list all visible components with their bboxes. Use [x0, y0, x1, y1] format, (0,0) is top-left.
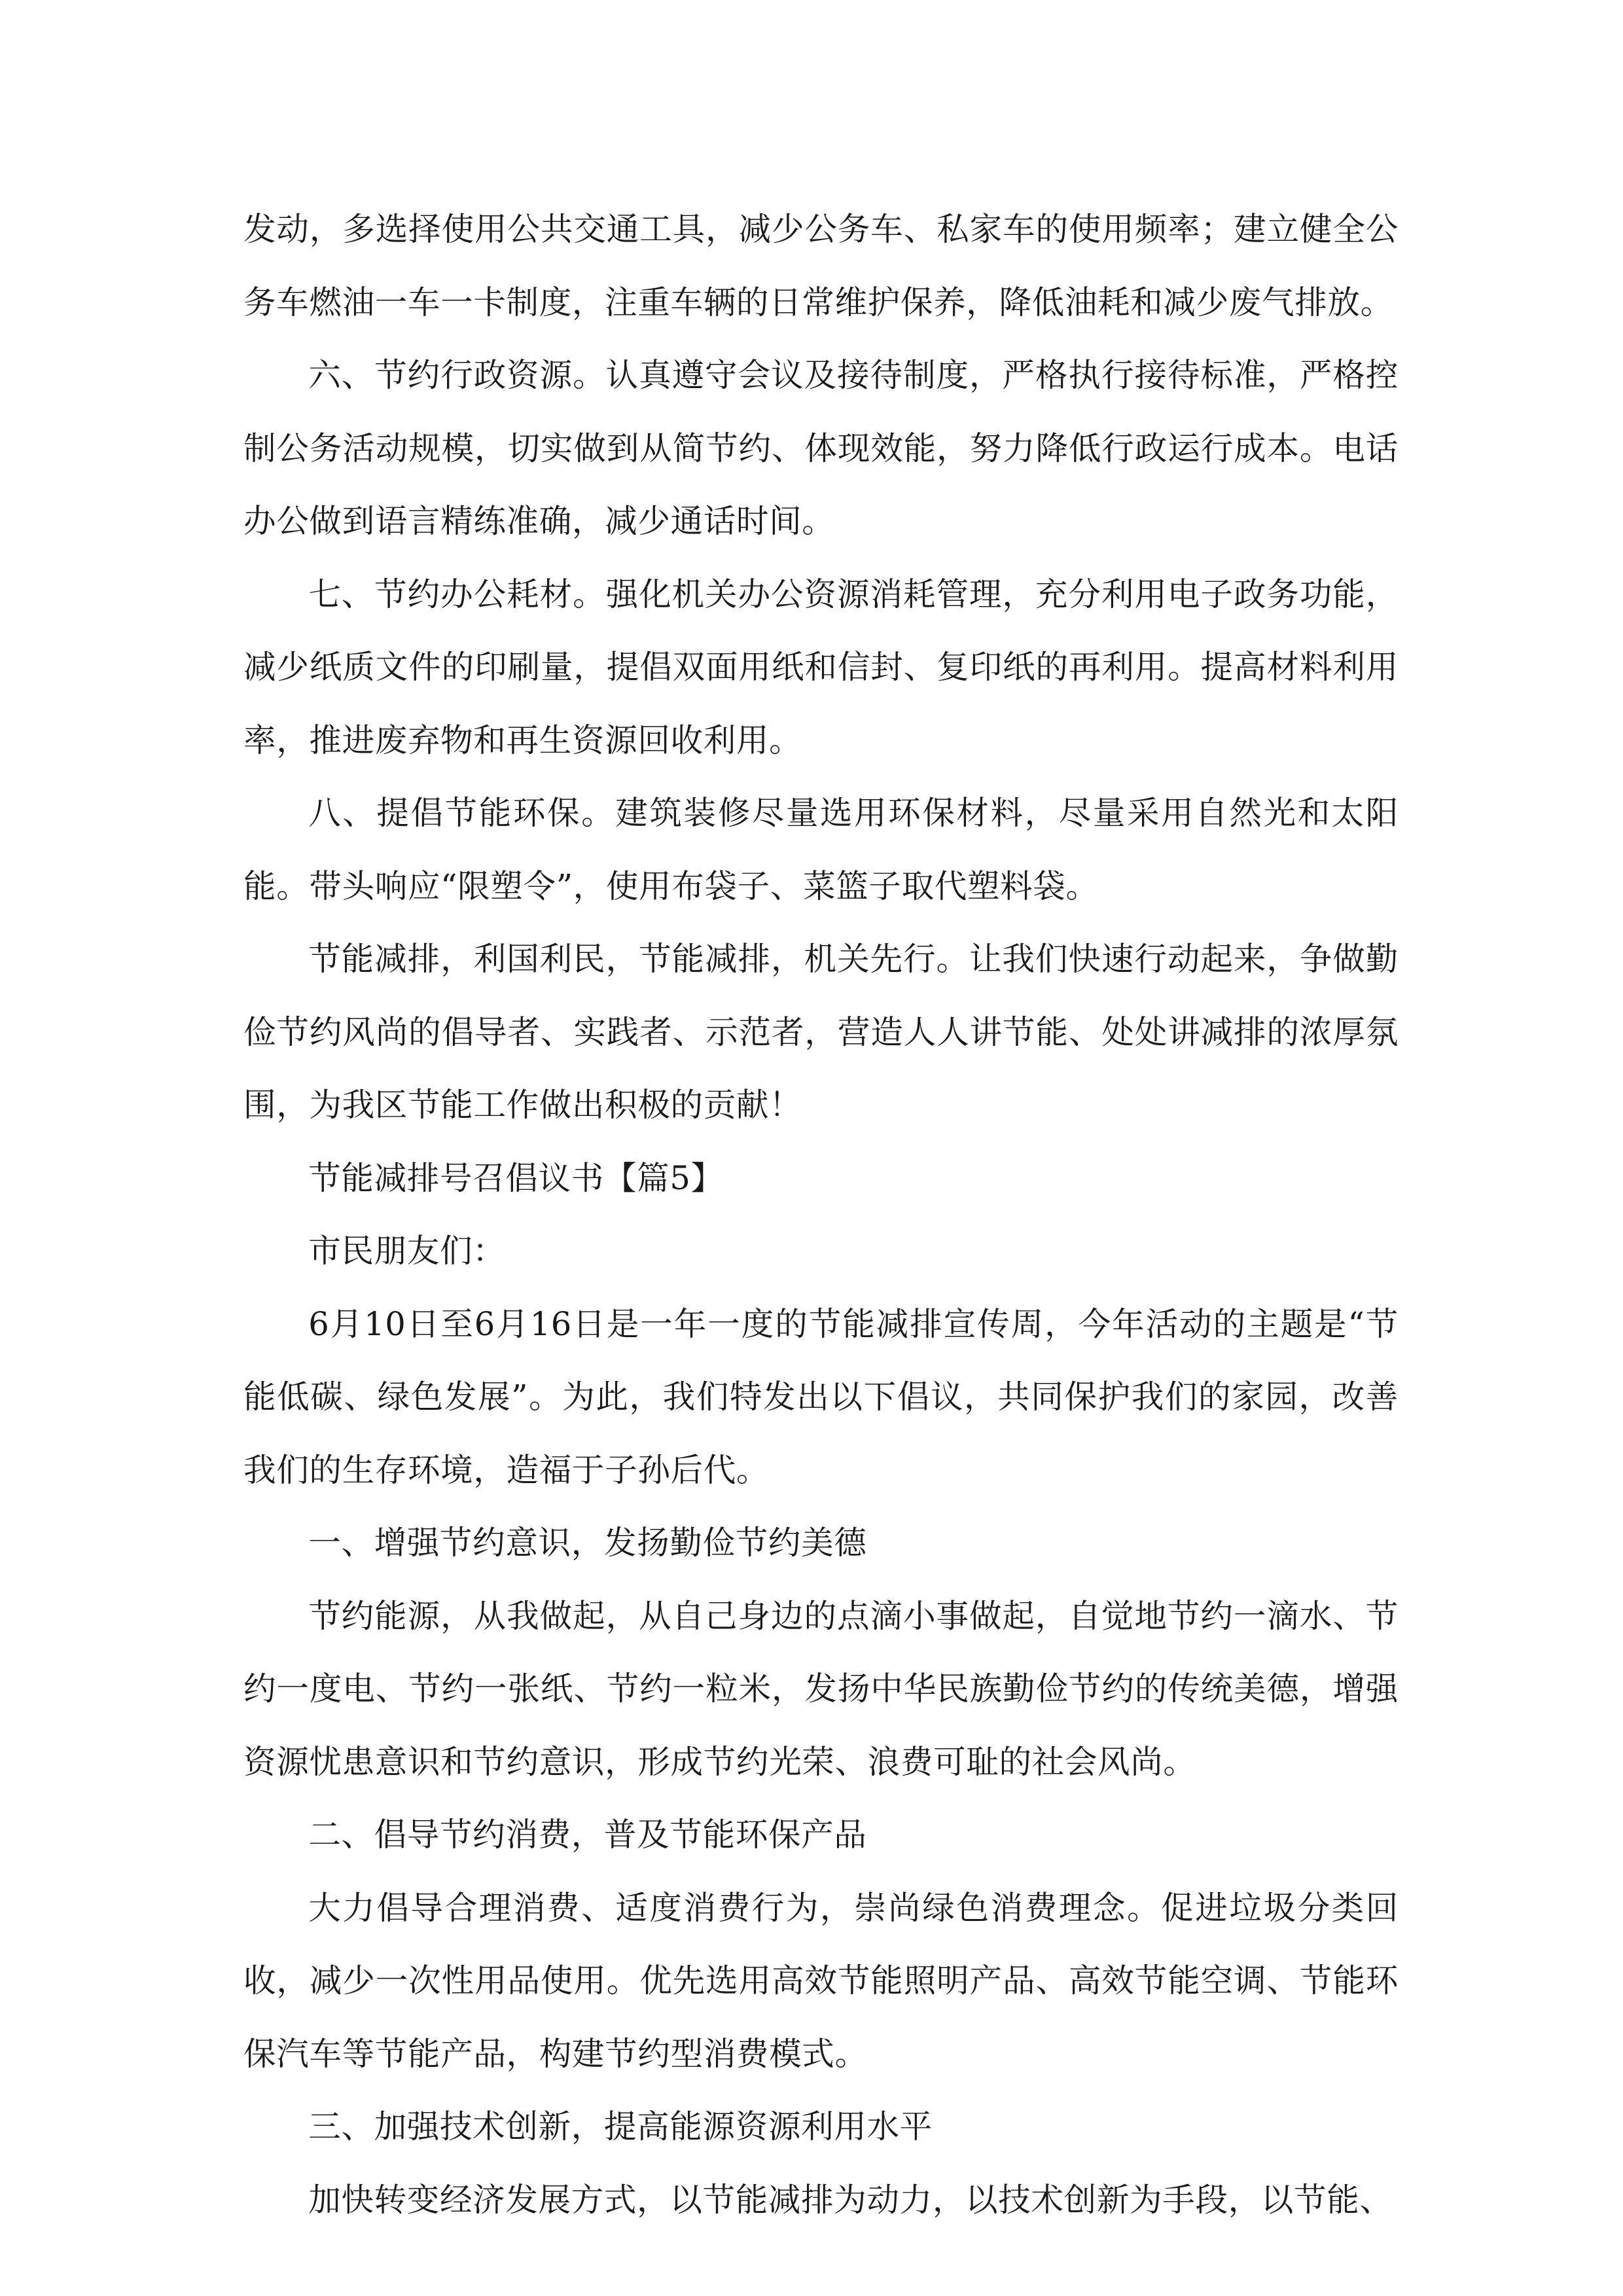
- paragraph-body-1: 节约能源，从我做起，从自己身边的点滴小事做起，自觉地节约一滴水、节约一度电、节约一张纸、节约一粒米，发扬中华民族勤俭节约的传统美德，增强资源忧患意识和节约意识，形成节约光荣、浪费可耻的社会风尚。: [243, 1596, 1399, 1781]
- paragraph-body-2: 大力倡导合理消费、适度消费行为，崇尚绿色消费理念。促进垃圾分类回收，减少一次性用品使用。优先选用高效节能照明产品、高效节能空调、节能环保汽车等节能产品，构建节约型消费模式。: [243, 1888, 1399, 2073]
- document-body: [243, 193, 1399, 2236]
- paragraph-item-6: 六、节约行政资源。认真遵守会议及接待制度，严格执行接待标准，严格控制公务活动规模，切实做到从简节约、体现效能，努力降低行政运行成本。电话办公做到语言精练准确，减少通话时间。: [243, 356, 1399, 540]
- paragraph-body-3: 加快转变经济发展方式，以节能减排为动力，以技术创新为手段，以节能、: [308, 2180, 1393, 2219]
- heading-2: 二、倡导节约消费，普及节能环保产品: [308, 1816, 867, 1854]
- heading-3: 三、加强技术创新，提高能源资源利用水平: [308, 2108, 933, 2145]
- heading-1: 一、增强节约意识，发扬勤俭节约美德: [308, 1524, 867, 1562]
- paragraph-continuation: 发动，多选择使用公共交通工具，减少公务车、私家车的使用频率；建立健全公务车燃油一车一卡制度，注重车辆的日常维护保养，降低油耗和减少废气排放。: [243, 210, 1399, 321]
- paragraph-intro: 6月10日至6月16日是一年一度的节能减排宣传周，今年活动的主题是“节能低碳、绿色发展”。为此，我们特发出以下倡议，共同保护我们的家园，改善我们的生存环境，造福于子孙后代。: [243, 1304, 1399, 1489]
- paragraph-item-8: 八、提倡节能环保。建筑装修尽量选用环保材料，尽量采用自然光和太阳能。带头响应“限塑令”，使用布袋子、菜篮子取代塑料袋。: [243, 794, 1399, 905]
- paragraph-closing: 节能减排，利国利民，节能减排，机关先行。让我们快速行动起来，争做勤俭节约风尚的倡导者、实践者、示范者，营造人人讲节能、处处讲减排的浓厚氛围，为我区节能工作做出积极的贡献！: [243, 940, 1399, 1124]
- section-title: 节能减排号召倡议书【篇5】: [308, 1158, 724, 1197]
- salutation: 市民朋友们：: [308, 1232, 506, 1270]
- paragraph-item-7: 七、节约办公耗材。强化机关办公资源消耗管理，充分利用电子政务功能，减少纸质文件的印刷量，提倡双面用纸和信封、复印纸的再利用。提高材料利用率，推进废弃物和再生资源回收利用。: [243, 575, 1399, 759]
